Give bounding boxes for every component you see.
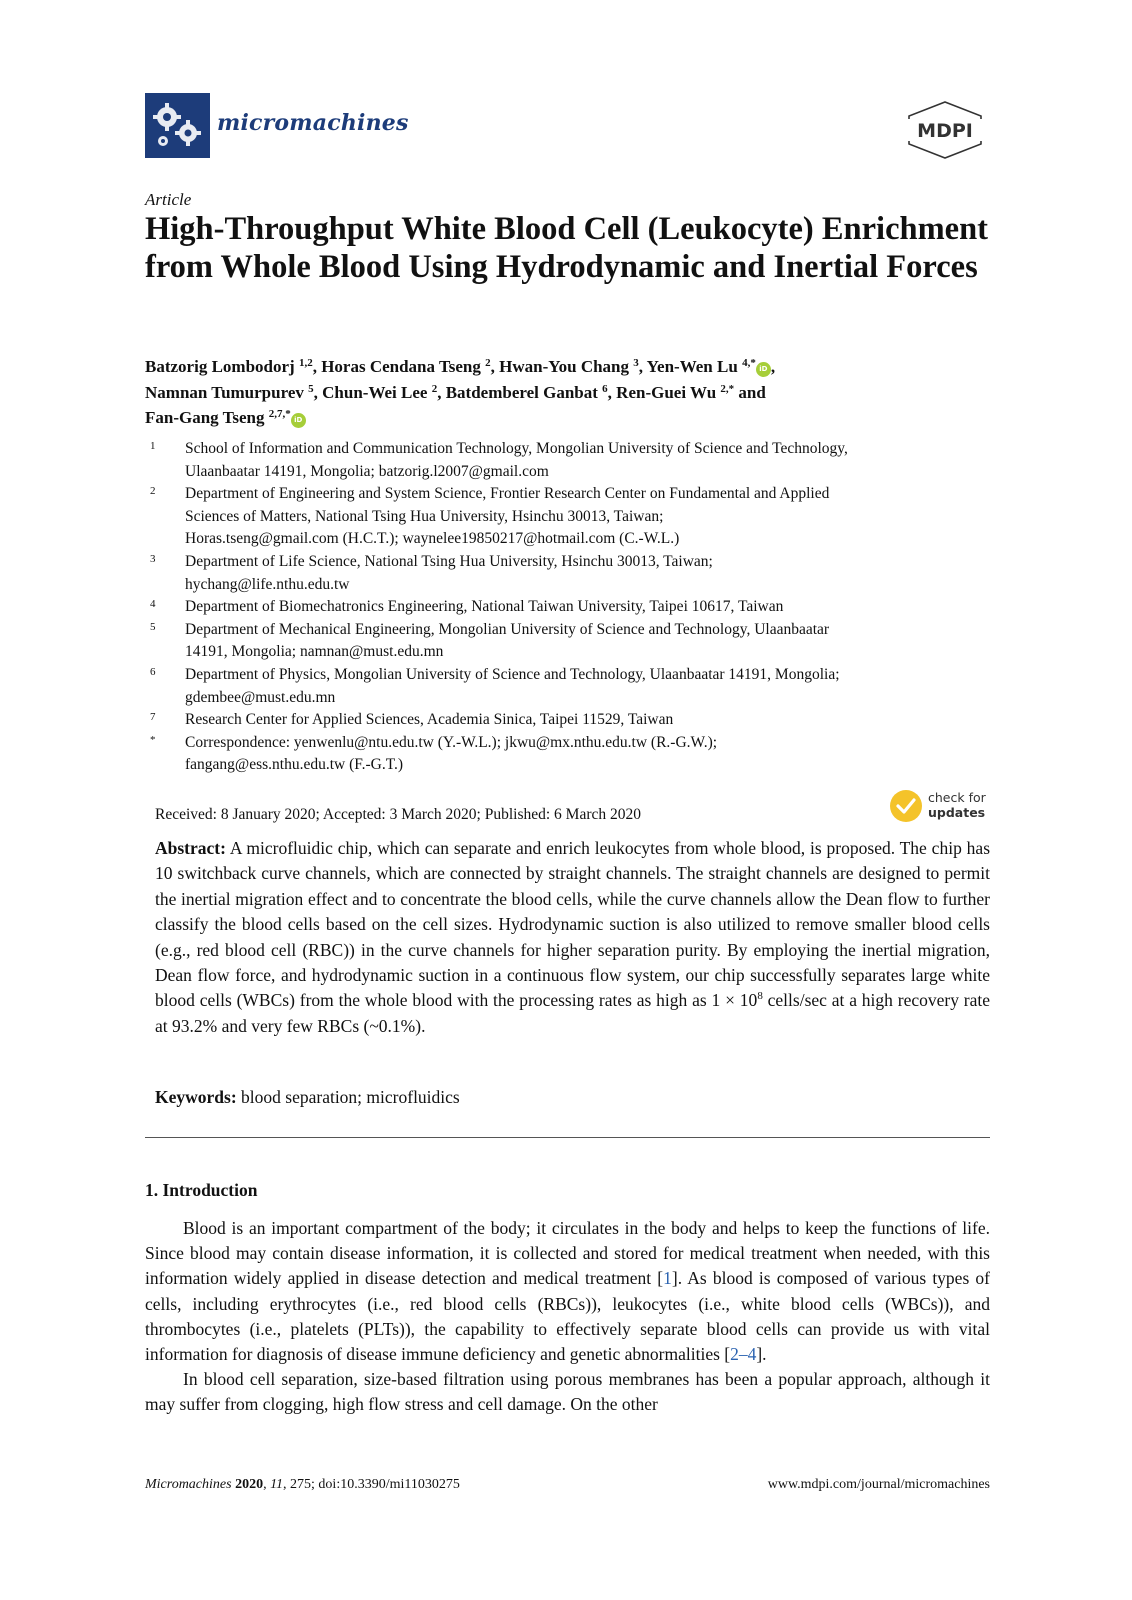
- abstract: [155, 836, 990, 1039]
- affiliation-item: [150, 732, 990, 777]
- check-updates-line1: check for: [928, 790, 986, 805]
- paragraph: [145, 1216, 990, 1367]
- section-body: [145, 1216, 990, 1418]
- author-affiliation-mark: 2,7,*: [268, 408, 291, 420]
- check-updates-line2: updates: [928, 805, 986, 820]
- footer-journal: Micromachines: [145, 1477, 232, 1492]
- separator: ,: [312, 357, 317, 376]
- affiliation-line: Ulaanbaatar 14191, Mongolia; batzorig.l2007@gmail.com: [185, 462, 549, 480]
- affiliation-line: School of Information and Communication Technology, Mongolian University of Science and Technology,: [185, 440, 848, 457]
- author-name: Yen-Wen Lu: [646, 357, 738, 376]
- author-name: Horas Cendana Tseng: [321, 357, 481, 376]
- author-affiliation-mark: 5: [308, 382, 314, 395]
- author-affiliation-mark: 6: [602, 382, 608, 395]
- article-type: Article: [145, 190, 192, 209]
- paragraph-text: ].: [756, 1344, 767, 1365]
- author-name: Fan-Gang Tseng: [145, 408, 265, 427]
- author-affiliation-mark: 1,2: [298, 357, 313, 369]
- affiliation-mark: 3: [150, 552, 156, 565]
- affiliation-line: Department of Biomechatronics Engineering, National Taiwan University, Taipei 10617, Taiwan: [185, 598, 784, 616]
- keywords-text: blood separation; microfluidics: [236, 1087, 460, 1107]
- affiliation-line: Department of Physics, Mongolian University of Science and Technology, Ulaanbaatar 14191, Mongolia;: [185, 665, 840, 683]
- mdpi-logo: [905, 100, 985, 160]
- paragraph-text: Blood is an important compartment of the body; it circulates in the body and helps to keep the functions of life. Since blood may contain disease information, it is collected and stored for medical treatment when needed, with this information widely applied in disease detection and medical treatment [: [145, 1218, 990, 1289]
- author-name: Batzorig Lombodorj: [145, 357, 295, 376]
- paragraph-text: ]. As blood is composed of various types of cells, including erythrocytes (i.e., red blood cells (RBCs)), leukocytes (i.e., white blood cells (WBCs)), and thrombocytes (i.e., platelets (PLTs)), the capability to effectively separate blood cells can provide us with vital information for diagnosis of disease immune deficiency and genetic abnormalities [: [145, 1268, 991, 1365]
- citation-link[interactable]: 2–4: [730, 1344, 757, 1365]
- citation-link[interactable]: 1: [663, 1268, 672, 1289]
- footer-doi: , 275; doi:10.3390/mi11030275: [283, 1477, 460, 1492]
- affiliation-item: [150, 438, 990, 483]
- affiliation-line: Research Center for Applied Sciences, Academia Sinica, Taipei 11529, Taiwan: [185, 711, 674, 729]
- affiliation-line: Department of Mechanical Engineering, Mongolian University of Science and Technology, Ulaanbaatar: [185, 620, 830, 638]
- footer-year: 2020: [235, 1477, 264, 1492]
- separator: ,: [313, 382, 318, 402]
- author-affiliation-mark: 3: [633, 357, 639, 369]
- paragraph: In blood cell separation, size-based filtration using porous membranes has been a popular approach, although it may suffer from clogging, high flow stress and cell damage. On the other: [145, 1369, 990, 1415]
- author-name: Batdemberel Ganbat: [445, 382, 598, 402]
- separator: ,: [770, 357, 776, 376]
- abstract-text: A microfluidic chip, which can separate and enrich leukocytes from whole blood, is proposed. The chip has 10 switchback curve channels, which are connected by straight channels. The straight channels are designed to permit the inertial migration effect and to concentrate the blood cells, while the curve channels allow the Dean flow to further classify the blood cells based on the cell sizes. Hydrodynamic suction is also utilized to remove smaller blood cells (e.g., red blood cell (RBC)) in the curve channels for higher separation purity. By employing the inertial migration, Dean flow force, and hydrodynamic suction in a continuous flow system, our chip successfully separates large white blood cells (WBCs) from the whole blood with the processing rates as high as 1 × 10: [155, 838, 990, 1011]
- publication-dates: Received: 8 January 2020; Accepted: 3 March 2020; Published: 6 March 2020: [155, 806, 641, 823]
- footer-citation: Micromachines 2020, 11, 275; doi:10.3390/mi11030275: [145, 1477, 460, 1492]
- affiliation-item: [150, 551, 990, 596]
- author-affiliation-mark: 2,*: [720, 382, 735, 395]
- affiliation-mark: 2: [150, 485, 156, 498]
- affiliation-mark: 4: [150, 598, 156, 611]
- affiliation-line: Department of Life Science, National Tsing Hua University, Hsinchu 30013, Taiwan;: [185, 552, 713, 570]
- affiliation-list: [150, 438, 990, 777]
- abstract-exponent: 8: [757, 990, 763, 1003]
- affiliation-mark: 6: [150, 665, 156, 678]
- journal-logo-gear-icon: [145, 93, 210, 158]
- divider: [145, 1137, 990, 1138]
- affiliation-item: [150, 664, 990, 709]
- author-name: Namnan Tumurpurev: [145, 382, 304, 402]
- affiliation-item: [150, 709, 990, 732]
- author-name: Hwan-You Chang: [499, 357, 630, 376]
- affiliation-line: Sciences of Matters, National Tsing Hua University, Hsinchu 30013, Taiwan;: [185, 507, 664, 525]
- checkmark-icon: [890, 790, 922, 822]
- affiliation-line: Department of Engineering and System Science, Frontier Research Center on Fundamental and Applied: [185, 485, 830, 503]
- affiliation-item: [150, 619, 990, 664]
- check-for-updates-button[interactable]: [890, 790, 990, 824]
- affiliation-mark: 7: [150, 711, 156, 724]
- abstract-label: Abstract:: [155, 838, 226, 858]
- section-heading: 1. Introduction: [145, 1180, 258, 1200]
- affiliation-item: [150, 596, 990, 619]
- author-name: Ren-Guei Wu: [616, 382, 717, 402]
- journal-name: micromachines: [217, 110, 409, 136]
- affiliation-mark: 5: [150, 620, 156, 633]
- affiliation-line: hychang@life.nthu.edu.tw: [185, 575, 350, 593]
- affiliation-item: [150, 483, 990, 551]
- separator: ,: [638, 357, 644, 376]
- affiliation-line: gdembee@must.edu.mn: [185, 688, 336, 706]
- author-affiliation-mark: 2: [431, 382, 438, 395]
- separator: ,: [607, 382, 612, 402]
- author-affiliation-mark: 4,*: [742, 357, 756, 369]
- orcid-icon[interactable]: iD: [291, 413, 306, 428]
- affiliation-mark: *: [150, 733, 156, 746]
- footer-url[interactable]: www.mdpi.com/journal/micromachines: [767, 1477, 990, 1492]
- abstract-text-end: cells/sec at a high recovery rate at 93.2% and very few RBCs (~0.1%).: [155, 990, 991, 1036]
- publisher-name: MDPI: [917, 120, 973, 142]
- affiliation-line: fangang@ess.nthu.edu.tw (F.-G.T.): [185, 756, 404, 774]
- affiliation-mark: 1: [150, 440, 156, 452]
- keywords: [155, 1087, 460, 1108]
- author-list: [145, 354, 995, 431]
- separator: ,: [437, 382, 442, 402]
- author-name: Chun-Wei Lee: [322, 382, 428, 402]
- author-affiliation-mark: 2: [485, 357, 491, 369]
- separator: ,: [490, 357, 495, 376]
- orcid-icon[interactable]: iD: [756, 362, 771, 377]
- affiliation-line: 14191, Mongolia; namnan@must.edu.mn: [185, 643, 444, 661]
- footer-volume: 11: [270, 1477, 284, 1492]
- keywords-label: Keywords:: [155, 1087, 237, 1107]
- affiliation-line: Horas.tseng@gmail.com (H.C.T.); waynelee19850217@hotmail.com (C.-W.L.): [185, 530, 680, 548]
- and-word: and: [738, 382, 766, 402]
- affiliation-line: Correspondence: yenwenlu@ntu.edu.tw (Y.-W.L.); jkwu@mx.nthu.edu.tw (R.-G.W.);: [185, 733, 718, 751]
- paper-title: High-Throughput White Blood Cell (Leukocyte) Enrichment from Whole Blood Using Hydrodynamic and Inertial Forces: [145, 211, 988, 285]
